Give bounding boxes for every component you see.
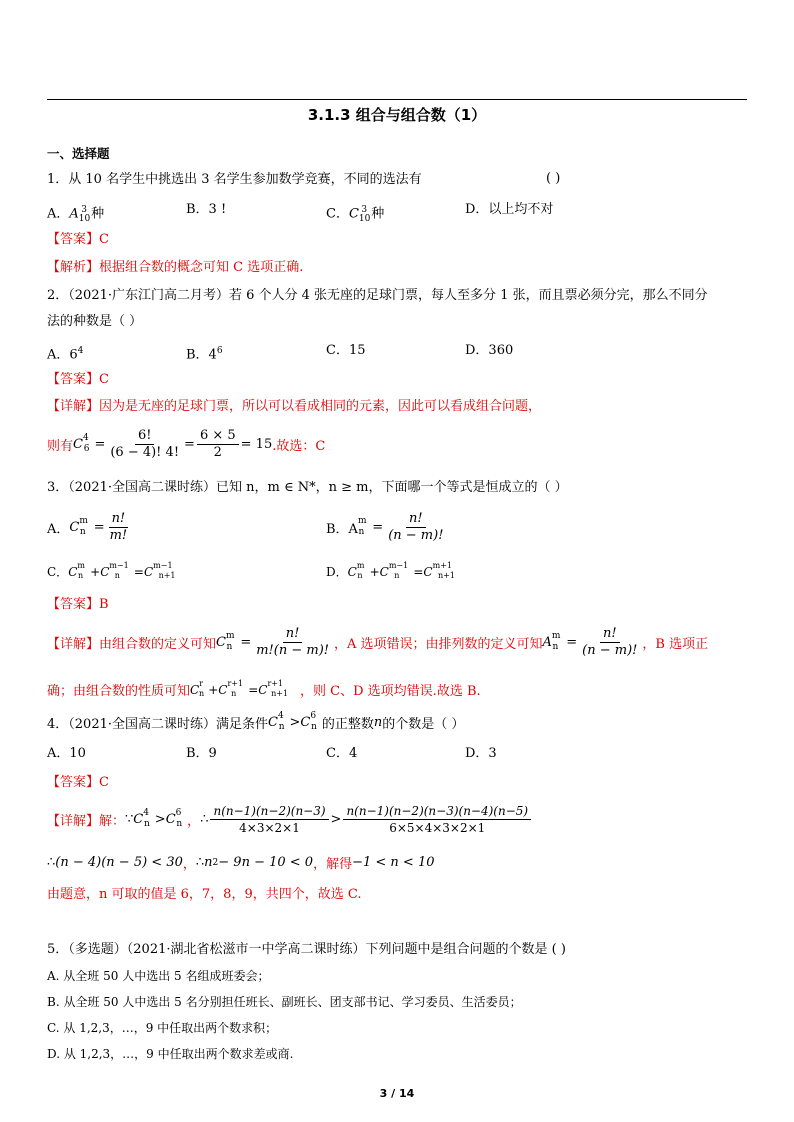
q2-stem-line2: 法的种数是（ ） <box>47 314 143 329</box>
q1-option-a: A．$A_{10}^3$ 种 <box>47 205 105 224</box>
q3-option-d: D． C m n + C m−1 n = C m+1 n+1 <box>326 561 455 580</box>
q5-stem: 5．（多选题）（2021·湖北省松滋市一中学高二课时练）下列问题中是组合问题的个数是 ( ) <box>47 942 566 957</box>
q1-option-b: B．3 ! <box>186 202 227 217</box>
q2-answer: 【答案】C <box>47 372 109 387</box>
q3-detail-line1: 【详解】由组合数的定义可知 C m n = $\frac{n!}{m!(n - m)!}$ ，A 选项错误；由排列数的定义可知 A m n = $\frac{n!}{(n - m)!}$ ，B 选项正 <box>47 626 709 658</box>
q3-stem: 3．（2021·全国高二课时练）已知 n，m ∈ N*，n ≥ m，下面哪一个等式是恒成立的（ ） <box>47 480 568 495</box>
q3-detail-line2: 确；由组合数的性质可知 C r n + C r+1 n = C r+1 n+1 ，则 C、D 选项均错误.故选 B. <box>47 679 481 699</box>
q2-detail-line2: 则有 C 4 6 = $\frac{6!}{(6 - 4)! 4!}$ = $\frac{6 \times 5}{2}$ = 15 .故选：C <box>47 428 326 460</box>
q2-detail-line1: 【详解】因为是无座的足球门票，所以可以看成相同的元素，因此可以看成组合问题， <box>47 399 542 414</box>
q2-option-a: A．$6^4$ <box>47 346 84 363</box>
q4-option-c: C．4 <box>326 746 358 761</box>
q1-option-c: C．$C_{10}^3$ 种 <box>326 205 385 224</box>
q5-option-c: C. 从 1,2,3，…，9 中任取出两个数求积； <box>47 1021 278 1035</box>
q4-detail-line1: 【详解】解： ∵ C 4 n > C 6 n ， ∴ $\frac{n(n-1)(n-2)(n-3)}{4\times 3\times 2\times 1}$ > $\frac{n(n-1)(n-2)(n-3)(n-4)(n-5)}{6\times 5\times 4\times 3\times 2\times 1}$ <box>47 803 533 836</box>
q4-option-b: B．9 <box>186 746 217 761</box>
q5-option-a: A. 从全班 50 人中选出 5 名组成班委会； <box>47 969 270 983</box>
q5-option-d: D. 从 1,2,3，…，9 中任取出两个数求差或商. <box>47 1047 294 1061</box>
q3-option-a: A． C m n = $\frac{n!}{m!}$ <box>47 511 128 543</box>
q3-option-c: C． C m n + C m−1 n = C m−1 n+1 <box>47 561 176 580</box>
q2-stem-line1: 2．（2021·广东江门高二月考）若 6 个人分 4 张无座的足球门票，每人至多分 1 张，而且票必须分完，那么不同分 <box>47 288 708 303</box>
q4-stem: 4．（2021·全国高二课时练）满足条件 C 4 n > C 6 n 的正整数 n 的个数是（ ） <box>47 710 465 732</box>
q5-option-b: B. 从全班 50 人中选出 5 名分别担任班长、副班长、团支部书记、学习委员、生活委员； <box>47 995 522 1009</box>
top-rule <box>47 99 747 100</box>
q4-detail-line2: ∴ (n − 4)(n − 5) < 30 ， ∴ n 2 − 9n − 10 < 0 ，解得 −1 < n < 10 <box>47 855 435 872</box>
q4-answer: 【答案】C <box>47 775 109 790</box>
section-heading: 一、选择题 <box>47 146 110 161</box>
page-title: 3.1.3 组合与组合数（1） <box>307 106 487 124</box>
q1-answer-paren: ( ) <box>546 171 561 186</box>
q4-option-a: A．10 <box>47 746 86 761</box>
q1-answer: 【答案】C <box>47 232 109 247</box>
q3-answer: 【答案】B <box>47 597 109 612</box>
q4-option-d: D．3 <box>465 746 497 761</box>
q2-option-c: C．15 <box>326 343 366 358</box>
q2-option-d: D．360 <box>465 343 514 358</box>
q1-analysis: 【解析】根据组合数的概念可知 C 选项正确. <box>47 260 304 275</box>
q4-conclusion: 由题意，n 可取的值是 6，7，8，9，共四个，故选 C. <box>47 887 362 902</box>
q1-option-d: D．以上均不对 <box>465 202 554 217</box>
page-number: 3 / 14 <box>379 1087 415 1100</box>
q3-option-b: B．A m n = $\frac{n!}{(n - m)!}$ <box>326 511 444 543</box>
q1-stem: 1．从 10 名学生中挑选出 3 名学生参加数学竞赛，不同的选法有 <box>47 172 422 187</box>
q2-option-b: B．$4^6$ <box>186 346 223 363</box>
